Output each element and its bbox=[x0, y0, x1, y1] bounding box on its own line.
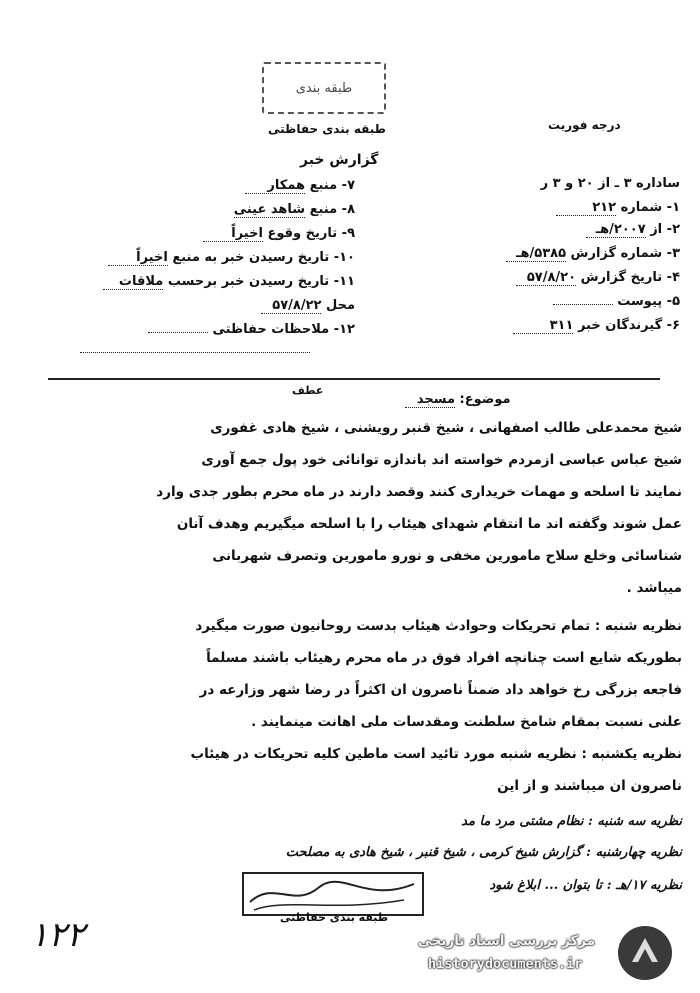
field-news-arrival-method bbox=[103, 274, 355, 290]
field-value: ۵۷/۸/۲۰ bbox=[516, 270, 576, 286]
report-title: گزارش خبر bbox=[300, 152, 379, 168]
field-label: ۱- شماره bbox=[620, 200, 680, 215]
field-news-arrival-date bbox=[108, 250, 355, 266]
subject-value: مسجد bbox=[405, 392, 455, 408]
handwritten-line: نظریه سه شنبه : نظام مشتی مرد ما مد bbox=[461, 814, 682, 829]
field-label: ۳- شماره گزارش bbox=[570, 246, 680, 261]
field-attachment bbox=[553, 294, 680, 309]
field-value: اخیراً bbox=[108, 250, 168, 266]
field-recipients bbox=[513, 318, 680, 334]
archive-logo-icon bbox=[614, 922, 676, 988]
body-line: میباشد . bbox=[626, 580, 682, 596]
field-value: ۲۰۰۷/هـ bbox=[586, 222, 646, 238]
field-value: ملاقات bbox=[103, 274, 163, 290]
field-event-date bbox=[203, 226, 355, 242]
field-source-type bbox=[234, 202, 355, 218]
field-label: ۴- تاریخ گزارش bbox=[580, 270, 680, 285]
field-report-number bbox=[506, 246, 680, 262]
handwritten-line: نظریه ۱۷/هـ : تا بتوان ... ابلاغ شود bbox=[489, 878, 682, 893]
body-line: عمل شوند وگفته اند ما انتقام شهدای هیئاب را با اسلحه میگیریم وهدف آنان bbox=[176, 516, 682, 532]
field-label: ۶- گیرندگان خبر bbox=[577, 318, 680, 333]
field-top-right: ساداره ۳ ـ از ۲۰ و ۳ ر bbox=[540, 176, 680, 191]
field-value: ۳۱۱ bbox=[513, 318, 573, 334]
watermark-url[interactable]: historydocuments.ir bbox=[428, 956, 583, 972]
dotted-line bbox=[80, 352, 310, 353]
urgency-label: درجه فوریت bbox=[548, 118, 621, 132]
footer-security-label: طبقه بندی حفاظتی bbox=[280, 911, 389, 924]
field-source bbox=[245, 178, 355, 194]
field-value: ۵۷/۸/۲۲ bbox=[261, 298, 321, 314]
field-location bbox=[261, 298, 355, 314]
field-label: ۹- تاریخ وقوع bbox=[267, 226, 355, 241]
opinion-line: بطوریکه شایع است چنانچه افراد فوق در ماه محرم رهیئاب باشند مسلماً bbox=[206, 650, 682, 666]
body-line: شیخ محمدعلی طالب اصفهانی ، شیخ قنبر رویشنی ، شیخ هادی غفوری bbox=[210, 420, 682, 436]
field-value: ۲۱۲ bbox=[556, 200, 616, 216]
security-label: طبقه بندی حفاظتی bbox=[268, 122, 386, 136]
signature-box bbox=[242, 872, 424, 916]
field-value bbox=[553, 304, 613, 305]
watermark-name: مرکز بررسی اسناد تاریخی bbox=[418, 933, 596, 949]
field-report-date bbox=[516, 270, 680, 286]
field-label: ۸- منبع bbox=[309, 202, 355, 217]
opinion-line: نظریه شنبه : تمام تحریکات وحوادث هیئاب بدست روحانیون صورت میگیرد bbox=[195, 618, 682, 634]
separator-line bbox=[48, 378, 660, 380]
field-label: محل bbox=[325, 298, 355, 313]
opinion-line: علنی نسبت بمقام شامخ سلطنت ومقدسات ملی اهانت مینمایند . bbox=[251, 714, 682, 730]
field-label: ۱۱- تاریخ رسیدن خبر برحسب bbox=[167, 274, 355, 289]
field-label: ۵- پیوست bbox=[617, 294, 680, 309]
body-line: شیخ عباس عباسی ازمردم خواسته اند باندازه توانائی خود پول جمع آوری bbox=[201, 452, 682, 468]
opinion-line: ناصرون ان میباشند و از این bbox=[497, 778, 682, 794]
field-number bbox=[556, 200, 680, 216]
subject-line bbox=[405, 392, 511, 408]
signature-scribble bbox=[244, 874, 422, 914]
handwritten-line: نظریه چهارشنبه : گزارش شیخ کرمی ، شیخ قنبر ، شیخ هادی به مصلحت bbox=[285, 845, 682, 860]
body-line: نمایند تا اسلحه و مهمات خریداری کنند وقصد دارند در ماه محرم بطور جدی وارد bbox=[156, 484, 682, 500]
field-from bbox=[586, 222, 680, 238]
field-label: ۱۲- ملاحظات حفاظتی bbox=[212, 322, 355, 337]
field-value: اخیراً bbox=[203, 226, 263, 242]
opinion-line: فاجعه بزرگی رخ خواهد داد ضمناً ناصرون ان اکثراً در رضا شهر وزارعه در bbox=[199, 682, 682, 698]
field-security-notes bbox=[148, 322, 355, 337]
field-value: همکار bbox=[245, 178, 305, 194]
field-value: ۵۳۸۵/هـ bbox=[506, 246, 566, 262]
subject-ref: عطف bbox=[292, 384, 324, 397]
classification-stamp: طبقه بندی bbox=[262, 62, 386, 114]
opinion-line: نظریه یکشنبه : نظریه شنبه مورد تائید است ماطین کلیه تحریکات در هیئاب bbox=[190, 746, 682, 762]
page-number: ۱۲۲ bbox=[30, 915, 85, 955]
field-label: ۱۰- تاریخ رسیدن خبر به منبع bbox=[172, 250, 355, 265]
field-label: ۷- منبع bbox=[309, 178, 355, 193]
body-line: شناسائی وخلع سلاح مامورین مخفی و نورو مامورین وتصرف شهربانی bbox=[212, 548, 682, 564]
field-value bbox=[148, 332, 208, 333]
field-value: شاهد عینی bbox=[233, 202, 306, 217]
field-label: ۲- از bbox=[650, 222, 680, 237]
subject-label: موضوع: bbox=[459, 392, 511, 407]
